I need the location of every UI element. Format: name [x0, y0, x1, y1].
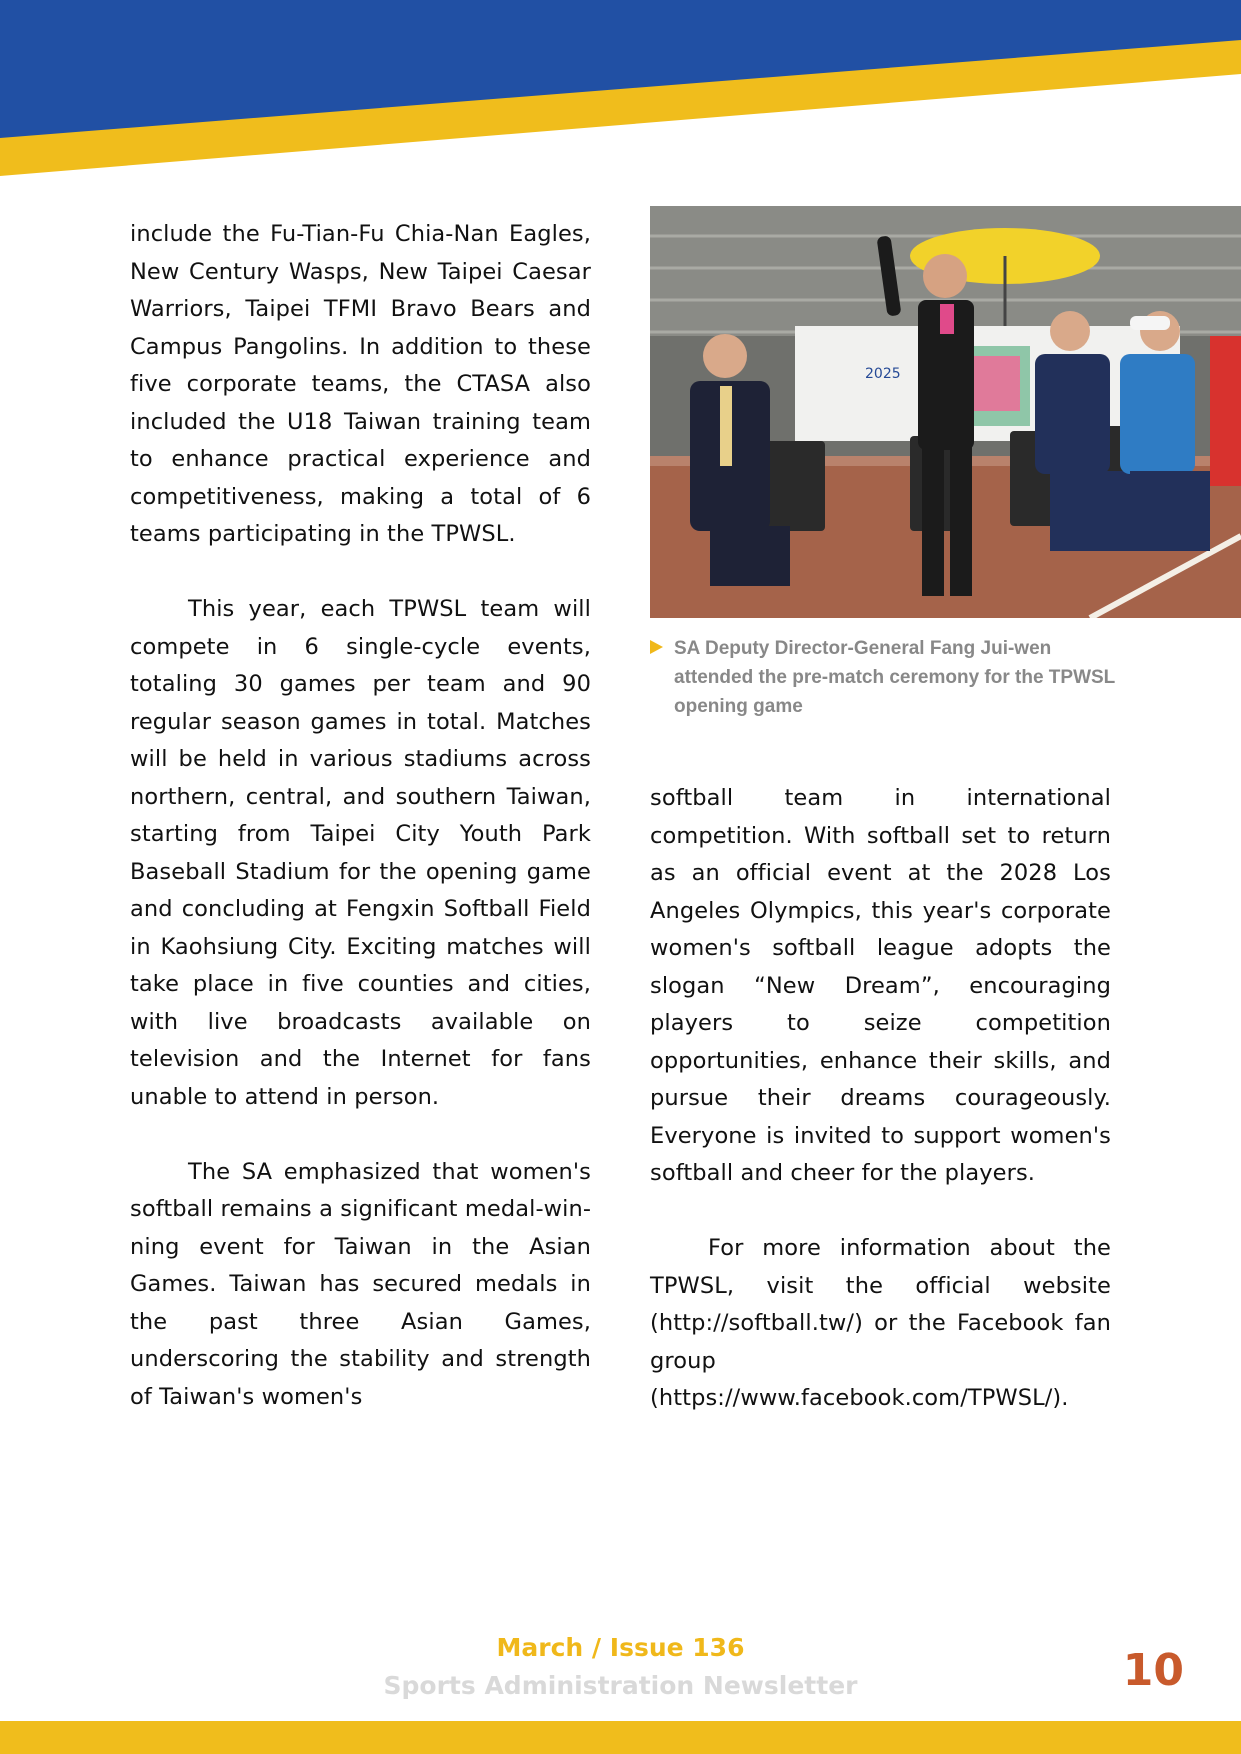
- right-paragraph-2: For more information about the TPWSL, visit the official website (http://softball.tw/) or the Facebook fan group (https://www.facebook.com/TPWSL/).: [650, 1235, 1111, 1411]
- banner-year-text: 2025: [865, 366, 901, 382]
- left-paragraph-2: This year, each TPWSL team will compete in 6 single-cycle events, totaling 30 games per team and 90 regular season games in total. Matches will be held in various stadiums across northern, central, and southern Taiwan, starting from Taipei City Youth Park Baseball Stadium for the opening game and concluding at Fengxin Softball Field in Kaohsiung City. Exciting matches will take place in five counties and cities, with live broadcasts available on television and the Internet for fans unable to attend in person.: [130, 596, 591, 1110]
- footer-bar: [0, 1721, 1241, 1754]
- caption-arrow-icon: [650, 640, 663, 654]
- left-text-column: [130, 216, 591, 1454]
- right-text-column: [650, 780, 1111, 1455]
- photo-caption: [650, 634, 1120, 721]
- footer-newsletter-title: Sports Administration Newsletter: [383, 1671, 858, 1700]
- header-banner: [0, 0, 1241, 180]
- ceremony-photo: [650, 206, 1241, 618]
- footer-issue: March / Issue 136: [496, 1633, 745, 1662]
- page-number: 10: [1122, 1645, 1184, 1696]
- left-paragraph-3: The SA emphasized that women's softball remains a significant medal-winning event for Taiwan in the Asian Games. Taiwan has secured medals in the past three Asian Games, underscoring the stability and strength of Taiwan's women's: [130, 1158, 591, 1410]
- left-paragraph-1: include the Fu-Tian-Fu Chia-Nan Eagles, New Century Wasps, New Taipei Caesar Warriors, Taipei TFMI Bravo Bears and Campus Pangolins. In addition to these five corporate teams, the CTASA also included the U18 Taiwan training team to enhance practical experience and competitiveness, making a total of 6 teams participating in the TPWSL.: [130, 221, 591, 547]
- right-paragraph-1: softball team in international competition. With softball set to return as an official event at the 2028 Los Angeles Olympics, this year's corporate women's softball league adopts the slogan “New Dream”, encouraging players to seize competition opportunities, enhance their skills, and pursue their dreams courageously. Everyone is invited to support women's softball and cheer for the players.: [650, 785, 1111, 1186]
- photo-ceremony-image: [650, 206, 1241, 618]
- caption-text: SA Deputy Director-General Fang Jui-wen attended the pre-match ceremony for the TPWSL opening game: [674, 638, 1115, 717]
